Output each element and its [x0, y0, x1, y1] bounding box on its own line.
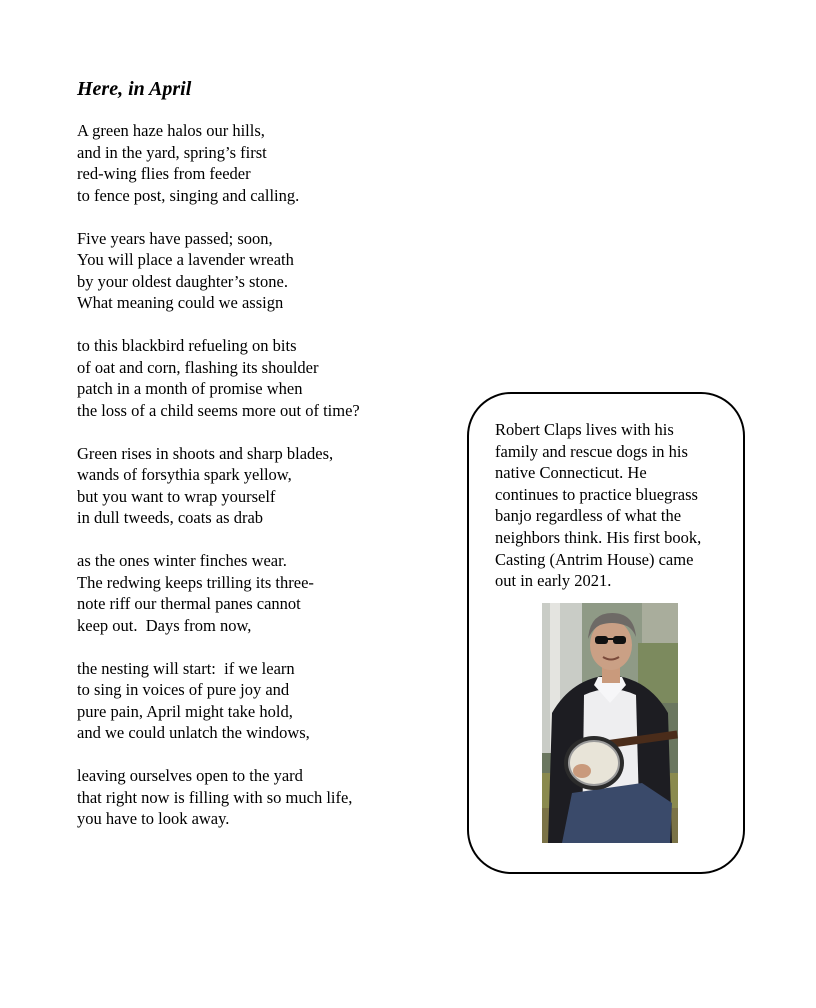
author-photo	[542, 603, 678, 843]
poem-stanza	[77, 120, 457, 206]
author-bio-box	[467, 392, 745, 874]
bio-line: family and rescue dogs in his	[495, 441, 688, 461]
poem-line: of oat and corn, flashing its shoulder	[77, 357, 319, 377]
poem-line: Green rises in shoots and sharp blades,	[77, 443, 334, 463]
poem-stanza	[77, 228, 457, 314]
poem-line: Five years have passed; soon,	[77, 228, 273, 248]
poem-line: to fence post, singing and calling.	[77, 185, 300, 205]
poem-line: wands of forsythia spark yellow,	[77, 465, 292, 484]
bio-line: continues to practice bluegrass	[495, 484, 698, 504]
bio-line: out in early 2021.	[495, 571, 612, 591]
bio-line: banjo regardless of what the	[495, 506, 682, 526]
poem-title: Here, in April	[77, 78, 192, 100]
poem-line: keep out. Days from now,	[77, 615, 252, 635]
poem-stanza	[77, 658, 457, 744]
poem-line: and we could unlatch the windows,	[77, 723, 310, 742]
author-bio-text	[495, 419, 735, 592]
poem-line: that right now is filling with so much life,	[77, 787, 353, 807]
poem-line: to this blackbird refueling on bits	[77, 336, 297, 355]
poem	[77, 76, 457, 851]
poem-stanza	[77, 443, 457, 529]
poem-line: What meaning could we assign	[77, 293, 284, 312]
poem-line: note riff our thermal panes cannot	[77, 594, 301, 613]
poem-line: you have to look away.	[77, 809, 230, 828]
poem-line: and in the yard, spring’s first	[77, 142, 267, 162]
poem-line: in dull tweeds, coats as drab	[77, 508, 264, 527]
poem-stanza	[77, 765, 457, 830]
poem-line: by your oldest daughter’s stone.	[77, 271, 288, 291]
poem-line: as the ones winter finches wear.	[77, 551, 287, 570]
poem-stanza	[77, 335, 457, 421]
poem-line: the nesting will start: if we learn	[77, 658, 295, 678]
poem-line: the loss of a child seems more out of time?	[77, 400, 360, 420]
author-photo-image	[542, 603, 678, 843]
bio-line: native Connecticut. He	[495, 463, 647, 483]
poem-line: but you want to wrap yourself	[77, 486, 276, 506]
poem-line: You will place a lavender wreath	[77, 250, 294, 269]
poem-line: The redwing keeps trilling its three-	[77, 572, 314, 592]
poem-line: pure pain, April might take hold,	[77, 701, 293, 721]
poem-body	[77, 120, 457, 830]
poem-line: to sing in voices of pure joy and	[77, 680, 290, 699]
bio-line: neighbors think. His first book,	[495, 527, 702, 547]
poem-stanza	[77, 550, 457, 636]
poem-line: A green haze halos our hills,	[77, 121, 265, 140]
bio-line: Casting (Antrim House) came	[495, 549, 694, 569]
poem-line: red-wing flies from feeder	[77, 164, 251, 183]
poem-line: leaving ourselves open to the yard	[77, 766, 303, 785]
poem-line: patch in a month of promise when	[77, 379, 303, 398]
bio-line: Robert Claps lives with his	[495, 420, 674, 439]
